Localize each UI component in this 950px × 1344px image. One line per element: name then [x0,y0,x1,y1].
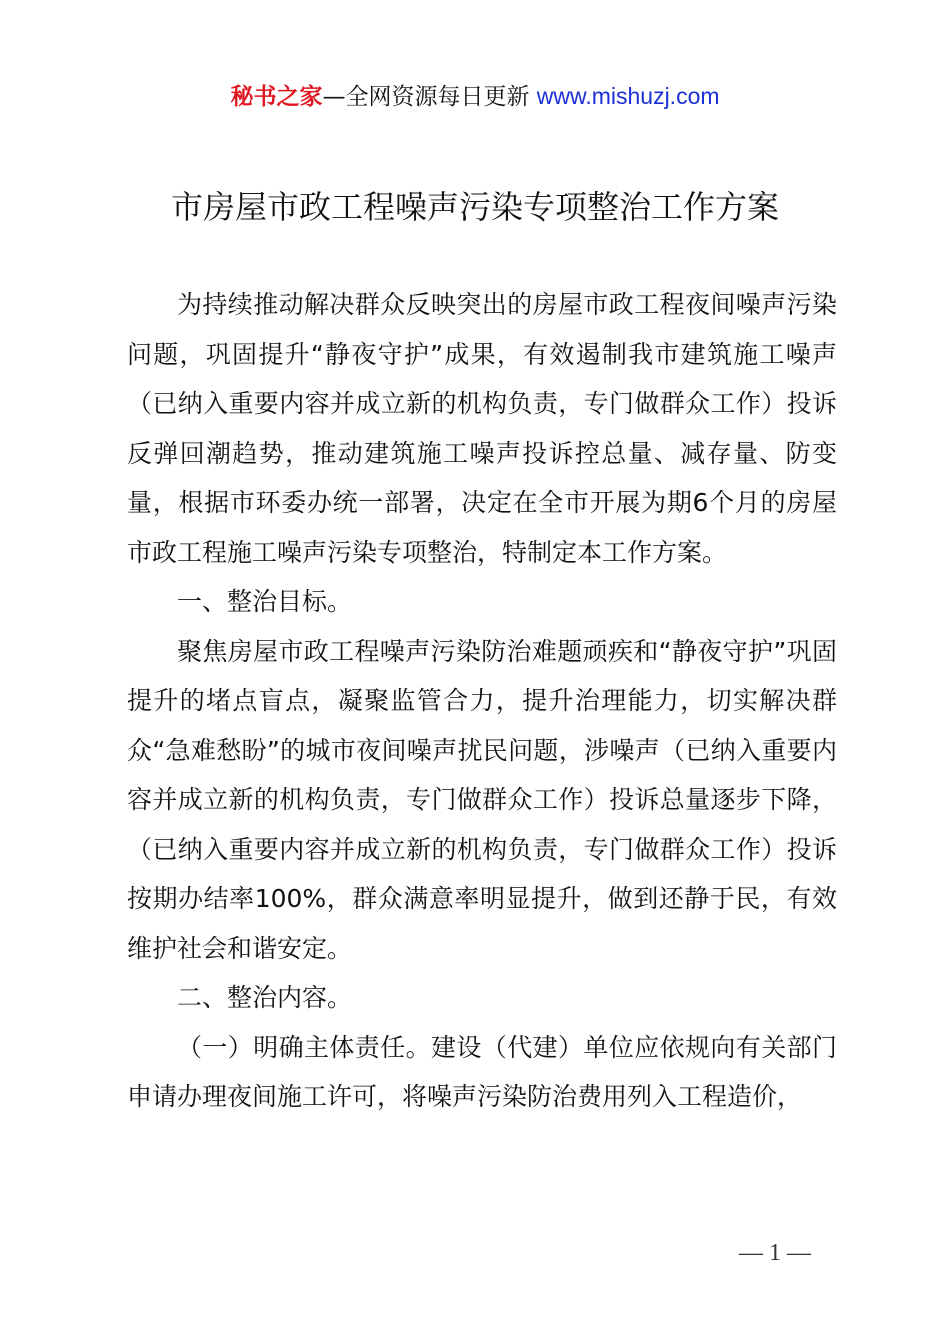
site-header [0,80,950,113]
intro-paragraph: 为持续推动解决群众反映突出的房屋市政工程夜间噪声污染问题，巩固提升“静夜守护”成果，有效遏制我市建筑施工噪声（已纳入重要内容并成立新的机构负责，专门做群众工作）投诉反弹回潮趋势，推动建筑施工噪声投诉控总量、减存量、防变量，根据市环委办统一部署，决定在全市开展为期6个月的房屋市政工程施工噪声污染专项整治，特制定本工作方案。 [127,290,837,567]
document-body [127,280,837,1122]
section-heading-content: 二、整治内容。 [177,983,353,1012]
document-title: 市房屋市政工程噪声污染专项整治工作方案 [170,188,779,226]
goals-paragraph: 聚焦房屋市政工程噪声污染防治难题顽疾和“静夜守护”巩固提升的堵点盲点，凝聚监管合力，提升治理能力，切实解决群众“急难愁盼”的城市夜间噪声扰民问题，涉噪声（已纳入重要内容并成立新的机构负责，专门做群众工作）投诉总量逐步下降，（已纳入重要内容并成立新的机构负责，专门做群众工作）投诉按期办结率100%，群众满意率明显提升，做到还静于民，有效维护社会和谐安定。 [127,636,837,963]
brand-name: 秘书之家 [230,84,323,110]
header-slogan: —全网资源每日更新 [322,84,537,110]
content-item-1-paragraph: （一）明确主体责任。建设（代建）单位应依规向有关部门申请办理夜间施工许可，将噪声污染防治费用列入工程造价， [127,1032,837,1111]
page-number: — 1 — [739,1240,811,1266]
section-heading-goals: 一、整治目标。 [177,587,353,616]
site-url: www.mishuzj.com [536,83,720,109]
